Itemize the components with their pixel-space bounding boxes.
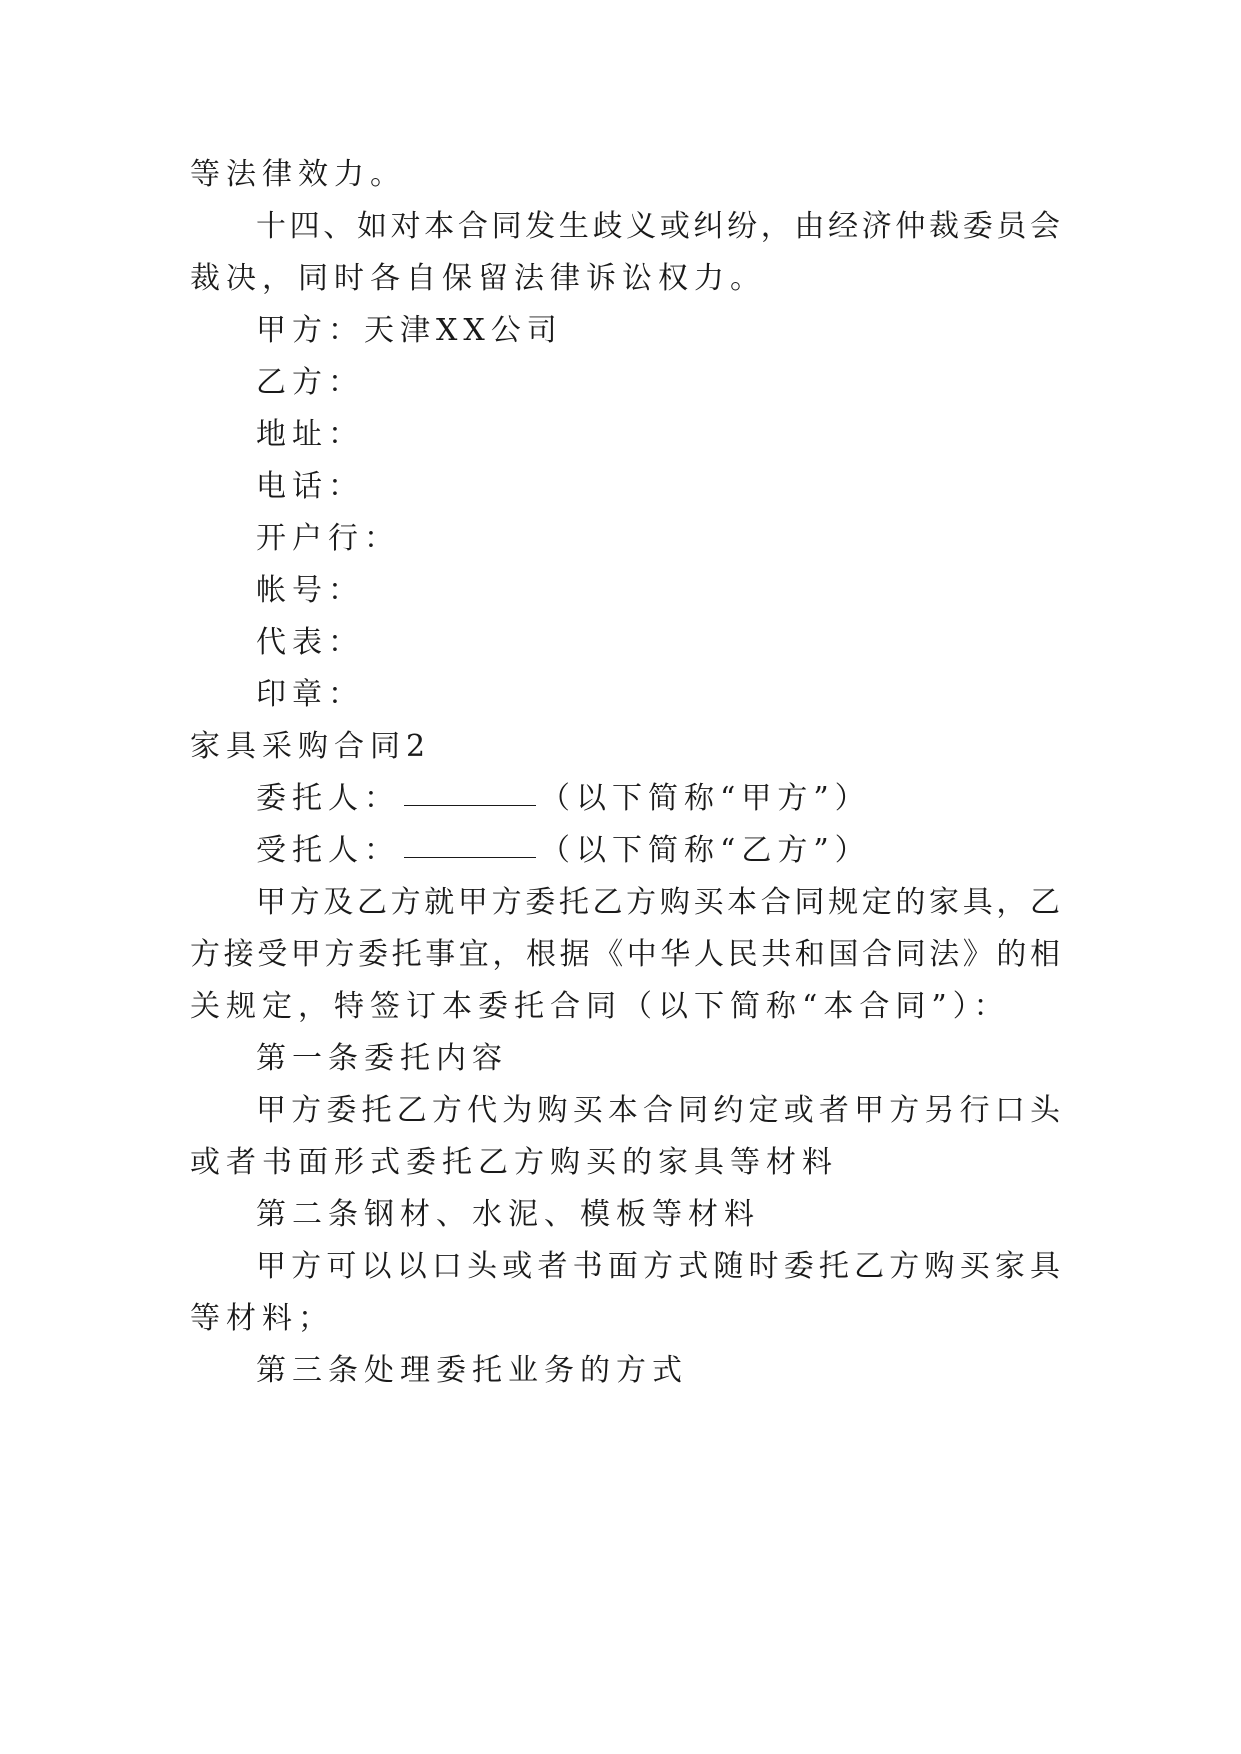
address-field: 地址：: [256, 417, 364, 452]
phone-field: 电话：: [256, 469, 364, 504]
paragraph-line: 等法律效力。: [190, 157, 406, 192]
principal-label: 委托人：: [256, 781, 400, 816]
clause-14-line-1: 十四、如对本合同发生歧义或纠纷，由经济仲裁委员会: [256, 209, 1060, 244]
agent-blank: [404, 831, 536, 858]
party-a-field: 甲方：天津XX公司: [256, 313, 563, 348]
party-b-field: 乙方：: [256, 365, 364, 400]
principal-tail: （以下简称“甲方”）: [540, 781, 871, 816]
contract-title: 家具采购合同2: [190, 729, 432, 764]
preamble-line-1: 甲方及乙方就甲方委托乙方购买本合同规定的家具，乙: [256, 885, 1060, 920]
seal-field: 印章：: [256, 677, 364, 712]
article-2-line-1: 甲方可以以口头或者书面方式随时委托乙方购买家具: [256, 1249, 1060, 1284]
principal-blank: [404, 779, 536, 806]
agent-line: [256, 831, 1060, 871]
bank-field: 开户行：: [256, 521, 400, 556]
agent-tail: （以下简称“乙方”）: [540, 833, 871, 868]
article-2-line-2: 等材料；: [190, 1301, 334, 1336]
account-field: 帐号：: [256, 573, 364, 608]
agent-label: 受托人：: [256, 833, 400, 868]
article-2-heading: 第二条钢材、水泥、模板等材料: [256, 1197, 760, 1232]
representative-field: 代表：: [256, 625, 364, 660]
article-1-line-1: 甲方委托乙方代为购买本合同约定或者甲方另行口头: [256, 1093, 1060, 1128]
article-1-line-2: 或者书面形式委托乙方购买的家具等材料: [190, 1145, 838, 1180]
article-1-heading: 第一条委托内容: [256, 1041, 508, 1076]
preamble-line-3: 关规定，特签订本委托合同（以下简称“本合同”）：: [190, 989, 1010, 1024]
preamble-line-2: 方接受甲方委托事宜，根据《中华人民共和国合同法》的相: [190, 937, 1060, 972]
article-3-heading: 第三条处理委托业务的方式: [256, 1353, 688, 1388]
clause-14-line-2: 裁决，同时各自保留法律诉讼权力。: [190, 261, 766, 296]
principal-line: [256, 779, 1060, 819]
